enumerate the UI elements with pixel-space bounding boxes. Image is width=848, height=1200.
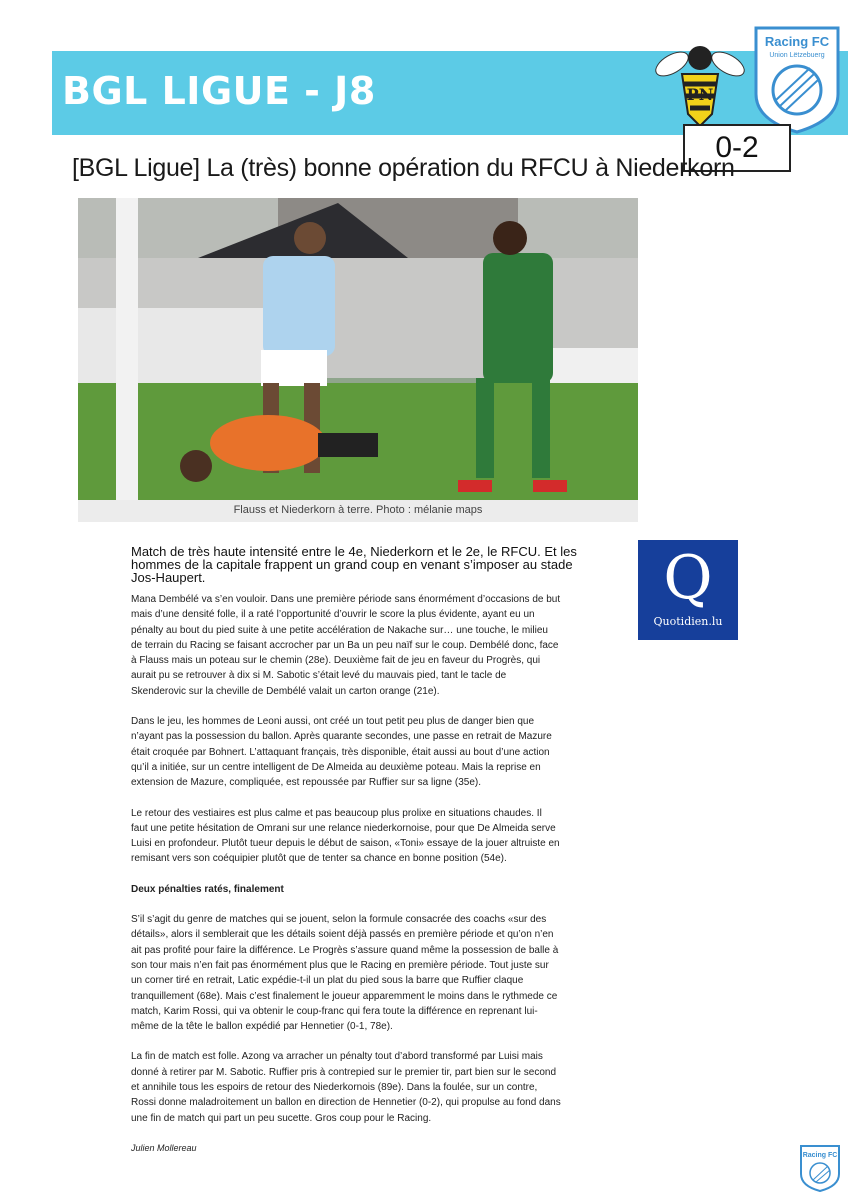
rfc-crest-name: Racing FC	[764, 34, 830, 49]
footer-logo-name: Racing FC	[802, 1152, 838, 1159]
article-author: Julien Mollereau	[131, 1142, 197, 1153]
paragraph: Le retour des vestiaires est plus calme et pas beaucoup plus prolixe en situations chaudes. Il faut une petite hésitation de Omrani sur une relance niederkornoise, pour que De Almeida serve Luisi en profondeur. Plutôt tueur depuis le début de saison, «Toni» essaye de la jouer altruiste en remisant vers son coéquipier plutôt que de tenter sa chance en bonne position (54e).	[131, 807, 560, 865]
quotidien-logo	[638, 540, 738, 640]
progres-niederkorn-crest	[652, 34, 748, 130]
racing-fc-crest	[750, 24, 844, 134]
article-body	[131, 592, 561, 1171]
photo-caption-bar	[78, 500, 638, 522]
pn-badge-text: PN	[686, 85, 714, 104]
quotidien-q-letter: Q	[663, 543, 713, 613]
quotidien-wordmark: Quotidien.lu	[653, 615, 723, 628]
score-box: 0-2	[683, 124, 791, 172]
rfc-crest-sub: Union Lëtzebuerg	[769, 52, 825, 59]
paragraph: Mana Dembélé va s’en vouloir. Dans une première période sans énormément d’occasions de but mais d’une densité folle, il a raté l’opportunité d’ouvrir le score la plus évidente, ayant eu un pénalty au bout du pied suite à une petite accélération de Nakache sur… une touche, le milieu de terrain du Racing se faisant accrocher par un Ba un peu naïf sur le coup. Dembélé donc, face à Flauss mais un poteau sur le chemin (28e). Deuxième fait de jeu en faveur du Progrès, qui aurait pu se retrouver à dix si M. Sabotic s’était levé du mauvais pied, tant le tacle de Skenderovic sur la cheville de Dembélé valait un carton orange (21e).	[131, 594, 561, 697]
article-subheading: Deux pénalties ratés, finalement	[131, 883, 284, 895]
photo-caption: Flauss et Niederkorn à terre. Photo : mélanie maps	[233, 504, 483, 516]
article-headline: [BGL Ligue] La (très) bonne opération du RFCU à Niederkorn	[72, 154, 735, 182]
match-photo	[78, 198, 638, 500]
racing-fc-footer-logo	[798, 1144, 842, 1192]
banner-title: BGL LIGUE - J8	[62, 69, 376, 113]
article-lead: Match de très haute intensité entre le 4e, Niederkorn et le 2e, le RFCU. Et les hommes de la capitale frappent un grand coup en venant s’imposer au stade Jos-Haupert.	[131, 544, 577, 585]
paragraph: S’il s’agit du genre de matches qui se jouent, selon la formule consacrée des coachs «sur des détails», alors il semblerait que les détails soient déjà passés en première période et qu’on n’en ait pas profité pour faire la différence. Le Progrès s’assure quand même la possession de balle à son tour mais n’en fait pas énormément plus que le Racing en première période. Tout juste sur un corner tiré en retrait, Latic expédie-t-il un plat du pied sous la barre que Ruffier claque tranquillement (68e). Mais c’est finalement le joueur apparemment le moins dans le rythmede ce match, Karim Rossi, qui va obtenir le coup-franc qui fera toute la différence en reprenant lui-même de la tête le ballon expédié par Hennetier (0-1, 78e).	[131, 914, 559, 1033]
paragraph: La fin de match est folle. Azong va arracher un pénalty tout d’abord transformé par Luisi mais donné à retirer par M. Sabotic. Ruffier pris à contrepied sur le premier tir, part bien sur le second et annihile tous les espoirs de retour des Niederkornois (89e). Dans la foulée, sur un contre, Rossi donne maladroitement un ballon en direction de Hennetier (0-2), qui propulse au fond dans une fin de match qui part un peu sucette. Gros coup pour le Racing.	[131, 1051, 561, 1124]
paragraph: Dans le jeu, les hommes de Leoni aussi, ont créé un tout petit peu plus de danger bien que n’ayant pas la possession du ballon. Après quarante secondes, une passe en retrait de Mazure était croquée par Bohnert. L’attaquant français, très disponible, était aussi au bout d’une action qu’il a initiée, sur un centre intelligent de De Almeida au deuxième poteau. Mais la reprise en extension de Mazure, compliquée, est repoussée par Ruffier sur sa ligne (35e).	[131, 716, 552, 789]
